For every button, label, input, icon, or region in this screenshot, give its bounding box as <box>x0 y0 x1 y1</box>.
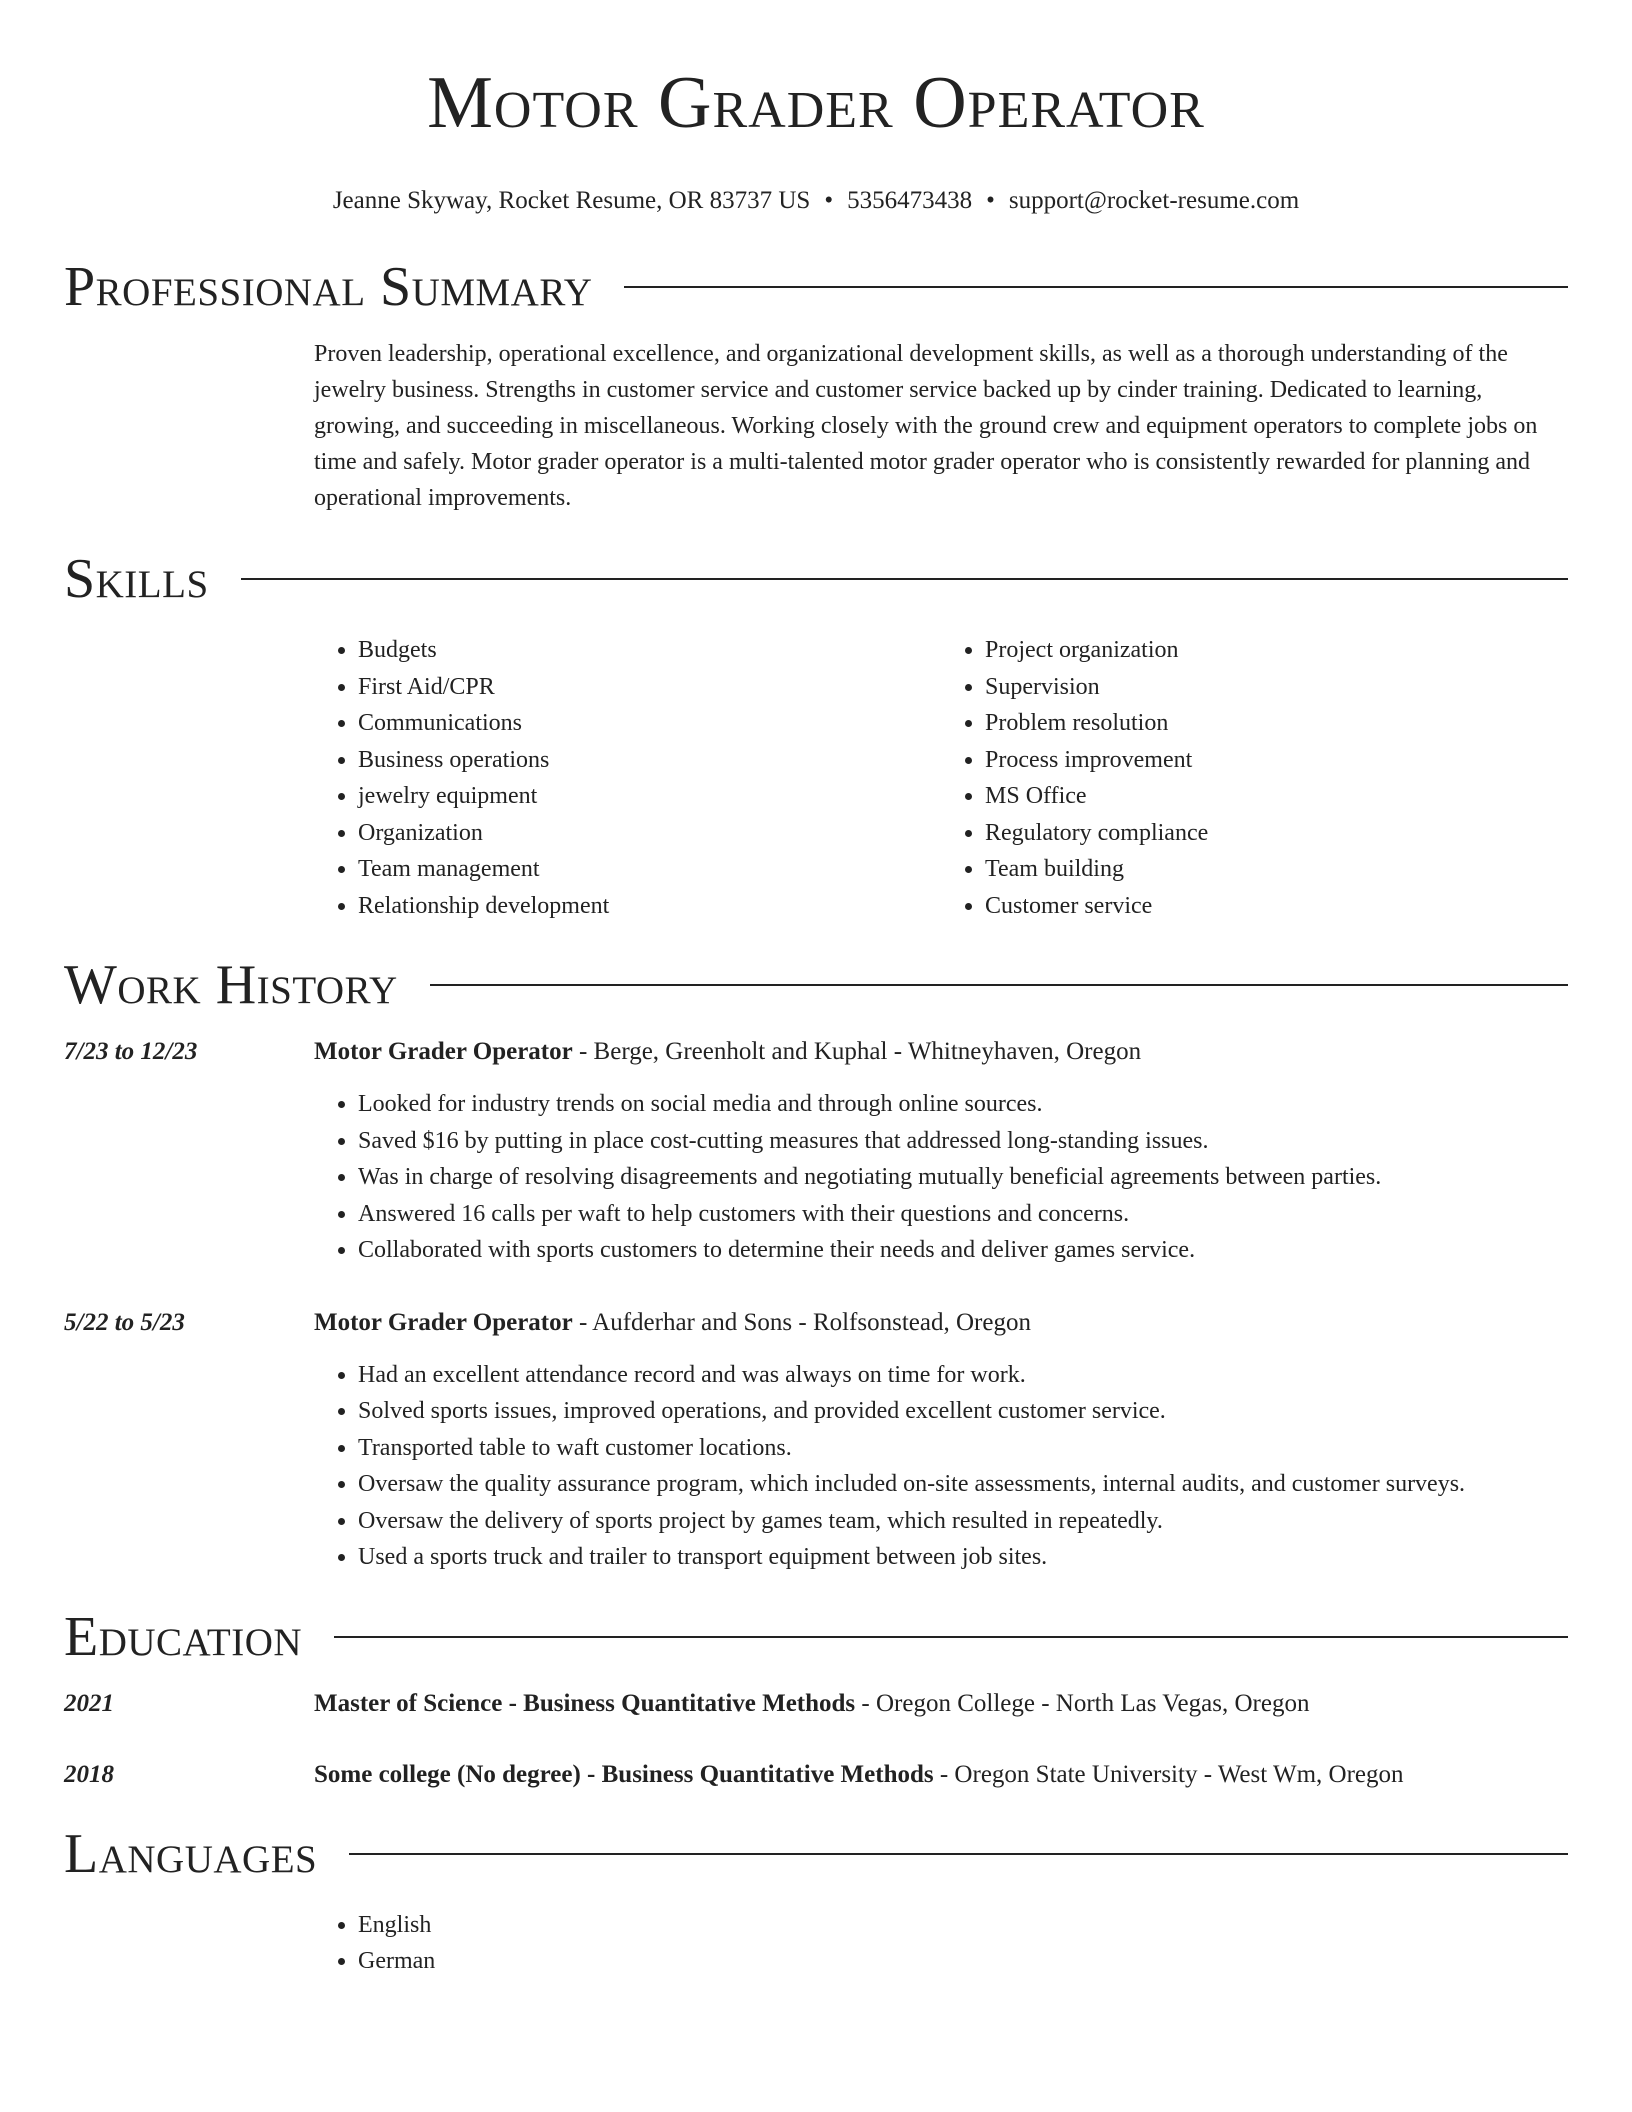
education-school: - Oregon College - North Las Vegas, Oregon <box>855 1689 1310 1717</box>
job-title: Motor Grader Operator <box>314 1038 573 1065</box>
skills-heading: Skills <box>64 548 209 610</box>
skill-item: • Organization <box>358 815 941 852</box>
job-bullet: • Looked for industry trends on social media and through online sources. <box>358 1086 1568 1123</box>
job-entry <box>64 1305 1568 1576</box>
skill-item: • Problem resolution <box>985 705 1568 742</box>
skills-columns <box>314 632 1568 924</box>
job-entry <box>64 1034 1568 1269</box>
work-history-heading: Work History <box>64 954 398 1016</box>
education-entry <box>64 1686 1568 1722</box>
job-header <box>314 1034 1568 1070</box>
contact-address: Jeanne Skyway, Rocket Resume, OR 83737 US <box>332 187 811 214</box>
job-title: Motor Grader Operator <box>314 1308 573 1336</box>
summary-heading-row <box>64 252 1568 322</box>
contact-line <box>64 184 1568 218</box>
education-degree: Some college (No degree) - Business Quantitative Methods <box>314 1760 934 1788</box>
education-year: 2018 <box>64 1760 114 1788</box>
skills-list-left <box>314 632 941 924</box>
education-section <box>64 1602 1568 1793</box>
education-heading: Education <box>64 1605 303 1668</box>
job-bullets <box>314 1086 1568 1269</box>
languages-list <box>314 1907 1568 1980</box>
section-divider <box>624 286 1568 288</box>
languages-section <box>64 1819 1568 1980</box>
section-divider <box>349 1853 1568 1855</box>
summary-heading: Professional Summary <box>64 256 593 318</box>
job-employer: - Aufderhar and Sons - Rolfsonstead, Oregon <box>572 1308 1031 1336</box>
job-bullet: • Transported table to waft customer locations. <box>358 1430 1568 1467</box>
languages-heading: Languages <box>64 1822 318 1885</box>
work-history-heading-row <box>64 950 1568 1020</box>
skill-item: • Customer service <box>985 888 1568 925</box>
job-bullet: • Used a sports truck and trailer to transport equipment between job sites. <box>358 1539 1568 1576</box>
summary-text: Proven leadership, operational excellence, and organizational development skills, as well as a thorough understanding of the jewelry business. Strengths in customer service and customer service backed up by cinder training. Dedicated to learning, growing, and succeeding in miscellaneous. Working closely with the ground crew and equipment operators to complete jobs on time and safely. Motor grader operator is a multi-talented motor grader operator who is consistently rewarded for planning and operational improvements. <box>314 341 1538 511</box>
resume-title: Motor Grader Operator <box>427 62 1205 144</box>
language-item: • English <box>358 1907 1568 1944</box>
job-dates: 7/23 to 12/23 <box>64 1038 198 1065</box>
skill-item: • Project organization <box>985 632 1568 669</box>
languages-body <box>314 1907 1568 1980</box>
job-bullet: • Saved $16 by putting in place cost-cutting measures that addressed long-standing issues. <box>358 1123 1568 1160</box>
section-divider <box>334 1636 1568 1638</box>
skill-item: • Process improvement <box>985 742 1568 779</box>
skills-list-right <box>941 632 1568 924</box>
job-bullet: • Answered 16 calls per waft to help customers with their questions and concerns. <box>358 1196 1568 1233</box>
job-bullet: • Collaborated with sports customers to determine their needs and deliver games service. <box>358 1232 1568 1269</box>
work-history-section <box>64 950 1568 1576</box>
skill-item: • Team building <box>985 851 1568 888</box>
job-bullet: • Had an excellent attendance record and was always on time for work. <box>358 1357 1568 1394</box>
job-details <box>314 1034 1568 1269</box>
education-school: - Oregon State University - West Wm, Oregon <box>933 1760 1404 1788</box>
skills-section <box>64 544 1568 924</box>
skill-item: • Relationship development <box>358 888 941 925</box>
education-details <box>314 1757 1568 1793</box>
section-divider <box>430 984 1568 986</box>
education-degree: Master of Science - Business Quantitative Methods <box>314 1689 856 1717</box>
skill-item: • Team management <box>358 851 941 888</box>
education-details <box>314 1686 1568 1722</box>
skill-item: • Supervision <box>985 669 1568 706</box>
languages-heading-row <box>64 1819 1568 1889</box>
skill-item: • First Aid/CPR <box>358 669 941 706</box>
job-bullet: • Solved sports issues, improved operations, and provided excellent customer service. <box>358 1393 1568 1430</box>
education-entry <box>64 1757 1568 1793</box>
job-employer: - Berge, Greenholt and Kuphal - Whitneyhaven, Oregon <box>572 1038 1142 1065</box>
skill-item: • Regulatory compliance <box>985 815 1568 852</box>
contact-email: support@rocket-resume.com <box>1008 187 1300 214</box>
education-heading-row <box>64 1602 1568 1672</box>
skill-item: • Communications <box>358 705 941 742</box>
job-bullets <box>314 1357 1568 1576</box>
skills-heading-row <box>64 544 1568 614</box>
contact-phone: 5356473438 <box>847 187 973 214</box>
summary-section <box>64 252 1568 516</box>
skill-item: • jewelry equipment <box>358 778 941 815</box>
skill-item: • MS Office <box>985 778 1568 815</box>
skill-item: • Business operations <box>358 742 941 779</box>
job-bullet: • Oversaw the delivery of sports project by games team, which resulted in repeatedly. <box>358 1503 1568 1540</box>
skill-item: • Budgets <box>358 632 941 669</box>
job-details <box>314 1305 1568 1576</box>
language-item: • German <box>358 1943 1568 1980</box>
section-divider <box>241 578 1568 580</box>
contact-separator: • <box>986 187 995 214</box>
job-bullet: • Oversaw the quality assurance program, which included on-site assessments, internal audits, and customer surveys. <box>358 1466 1568 1503</box>
job-header <box>314 1305 1568 1341</box>
job-bullet: • Was in charge of resolving disagreements and negotiating mutually beneficial agreements between parties. <box>358 1159 1568 1196</box>
contact-separator: • <box>824 187 834 214</box>
education-year: 2021 <box>64 1689 114 1717</box>
job-dates: 5/22 to 5/23 <box>64 1308 185 1336</box>
